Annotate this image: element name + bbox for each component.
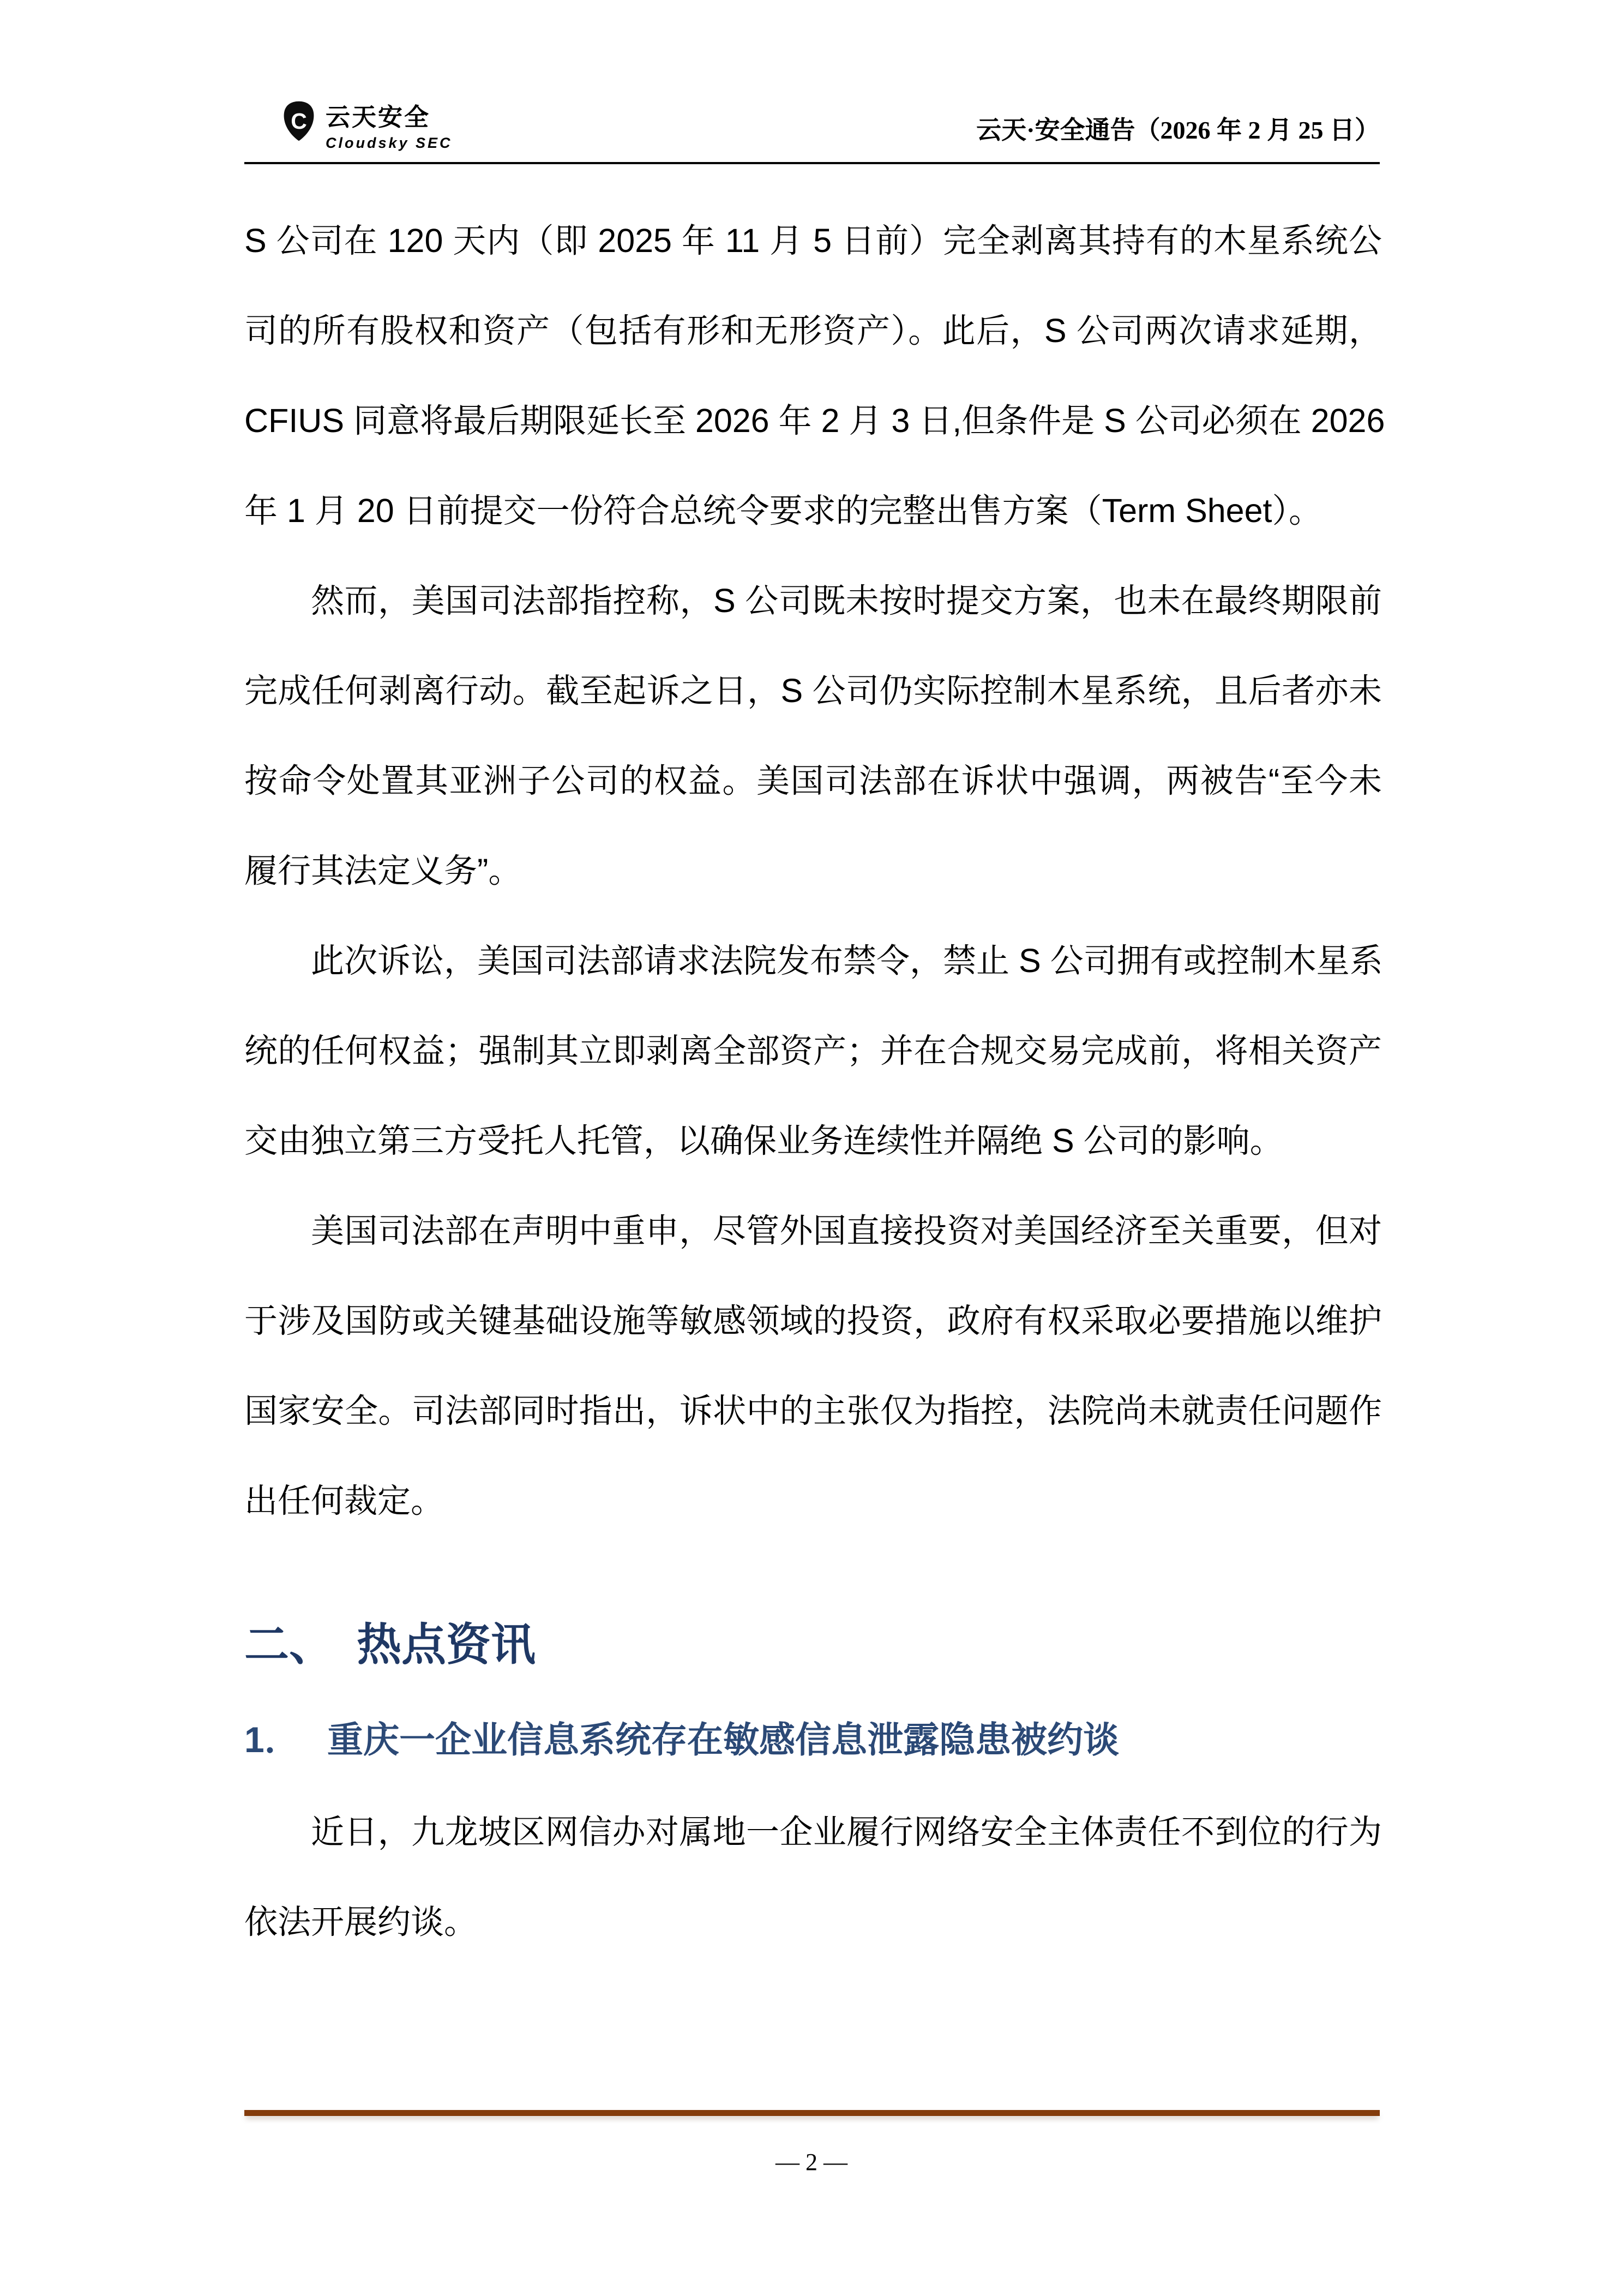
body-line: 统的任何权益；强制其立即剥离全部资产；并在合规交易完成前，将相关资产 [244,1032,1382,1069]
subsection-title: 重庆一企业信息系统存在敏感信息泄露隐患被约谈 [327,1719,1119,1760]
body-line: 美国司法部在声明中重申，尽管外国直接投资对美国经济至关重要，但对 [311,1212,1382,1249]
body-line: S 公司在 120 天内（即 2025 年 11 月 5 日前）完全剥离其持有的木星系统公 [244,222,1382,259]
body-line: 交由独立第三方受托人托管，以确保业务连续性并隔绝 S 公司的影响。 [244,1122,1283,1159]
brand-name-cn: 云天安全 [326,103,431,131]
logo [281,100,453,152]
body-line: CFIUS 同意将最后期限延长至 2026 年 2 月 3 日,但条件是 S 公司必须在 2026 [244,402,1385,439]
footer-accent-bar [244,2110,1380,2116]
header-rule [244,162,1380,164]
body-line: 国家安全。司法部同时指出，诉状中的主张仅为指控，法院尚未就责任问题作 [244,1392,1382,1429]
section-number: 二、 [244,1620,334,1670]
body-line: 司的所有股权和资产（包括有形和无形资产）。此后，S 公司两次请求延期， [244,312,1382,349]
bulletin-title: 云天·安全通告（2026 年 2 月 25 日） [976,116,1380,144]
body-line: 近日，九龙坡区网信办对属地一企业履行网络安全主体责任不到位的行为 [311,1813,1382,1850]
subsection-heading [244,1711,1119,1763]
body-line: 此次诉讼，美国司法部请求法院发布禁令，禁止 S 公司拥有或控制木星系 [311,942,1383,979]
brand-text [326,100,453,152]
body-line: 完成任何剥离行动。截至起诉之日，S 公司仍实际控制木星系统，且后者亦未 [244,672,1382,709]
subsection-number: 1． [244,1719,300,1760]
body-line: 出任何裁定。 [244,1482,444,1519]
body-line: 履行其法定义务”。 [244,852,522,889]
brand-name-en: Cloudsky SEC [326,135,453,151]
section-title: 热点资讯 [357,1620,536,1670]
page-number: — 2 — [776,2149,847,2175]
body-line: 按命令处置其亚洲子公司的权益。美国司法部在诉状中强调，两被告“至今未 [244,762,1382,799]
section-heading [244,1609,536,1673]
body-line: 年 1 月 20 日前提交一份符合总统令要求的完整出售方案（Term Sheet）。 [244,492,1322,529]
shield-c-logo-icon [281,100,317,142]
svg-text:C: C [291,108,307,134]
body-line: 于涉及国防或关键基础设施等敏感领域的投资，政府有权采取必要措施以维护 [244,1302,1382,1339]
body-line: 依法开展约谈。 [244,1903,478,1940]
body-line: 然而，美国司法部指控称，S 公司既未按时提交方案，也未在最终期限前 [311,582,1382,619]
